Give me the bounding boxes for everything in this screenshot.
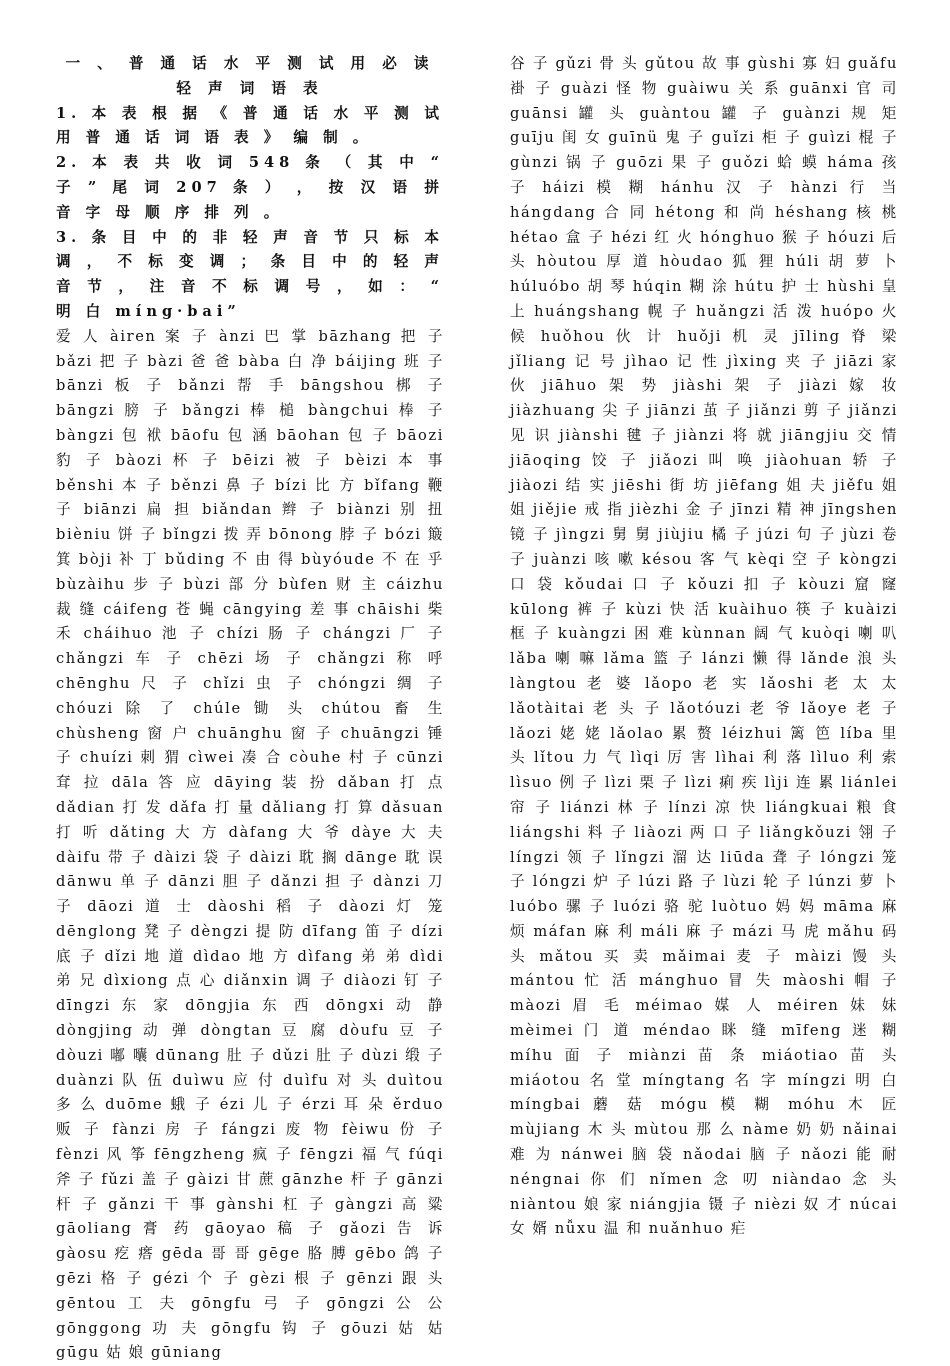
- note-3: 3. 条 目 中 的 非 轻 声 音 节 只 标 本 调 ， 不 标 变 调 ； 条 目 中 的 轻 声 音 节 ， 注 音 不 标 调 号 ， 如 ： “ 明 白 míng·bai”: [56, 228, 444, 320]
- right-word-list: 谷 子 gǔzi 骨 头 gǔtou 故 事 gùshi 寡 妇 guǎfu 褂 子 guàzi 怪 物 guàiwu 关 系 guānxi 官 司 guānsi 罐 头 guàntou 罐 子 guànzi 规 矩 guīju 闺 女 guīnü 鬼 子 guǐzi 柜 子 guìzi 棍 子 gùnzi 锅 子 guōzi 果 子 guǒzi 蛤 蟆 háma 孩 子 háizi 模 糊 hánhu 汉 子 hànzi 行 当 hángdang 合 同 hétong 和 尚 héshang 核 桃 hétao 盒 子 hézi 红 火 hónghuo 猴 子 hóuzi 后 头 hòutou 厚 道 hòudao 狐 狸 húli 胡 萝 卜 húluóbo 胡 琴 húqin 糊 涂 hútu 护 士 hùshi 皇 上 huángshang 幌 子 huǎngzi 活 泼 huópo 火 候 huǒhou 伙 计 huǒji 机 灵 jīling 脊 梁 jǐliang 记 号 jìhao 记 性 jìxing 夹 子 jiāzi 家 伙 jiāhuo 架 势 jiàshi 架 子 jiàzi 嫁 妆 jiàzhuang 尖 子 jiānzi 茧 子 jiǎnzi 剪 子 jiǎnzi 见 识 jiànshi 毽 子 jiànzi 将 就 jiāngjiu 交 情 jiāoqing 饺 子 jiǎozi 叫 唤 jiàohuan 轿 子 jiàozi 结 实 jiēshi 街 坊 jiēfang 姐 夫 jiěfu 姐 姐 jiějie 戒 指 jièzhi 金 子 jīnzi 精 神 jīngshen 镜 子 jìngzi 舅 舅 jiùjiu 橘 子 júzi 句 子 jùzi 卷 子 juànzi 咳 嗽 késou 客 气 kèqi 空 子 kòngzi 口 袋 kǒudai 口 子 kǒuzi 扣 子 kòuzi 窟 窿 kūlong 裤 子 kùzi 快 活 kuàihuo 筷 子 kuàizi 框 子 kuàngzi 困 难 kùnnan 阔 气 kuòqi 喇 叭 lǎba 喇 嘛 lǎma 篮 子 lánzi 懒 得 lǎnde 浪 头 làngtou 老 婆 lǎopo 老 实 lǎoshi 老 太 太 lǎotàitai 老 头 子 lǎotóuzi 老 爷 lǎoye 老 子 lǎozi 姥 姥 lǎolao 累 赘 léizhui 篱 笆 líba 里 头 lǐtou 力 气 lìqi 厉 害 lìhai 利 落 lìluo 利 索 lìsuo 例 子 lìzi 栗 子 lìzi 痢 疾 lìji 连 累 liánlei 帘 子 liánzi 林 子 línzi 凉 快 liángkuai 粮 食 liángshi 料 子 liàozi 两 口 子 liǎngkǒuzi 翎 子 língzi 领 子 lǐngzi 溜 达 liūda 聋 子 lóngzi 笼 子 lóngzi 炉 子 lúzi 路 子 lùzi 轮 子 lúnzi 萝 卜 luóbo 骡 子 luózi 骆 驼 luòtuo 妈 妈 māma 麻 烦 máfan 麻 利 máli 麻 子 mázi 马 虎 mǎhu 码 头 mǎtou 买 卖 mǎimai 麦 子 màizi 馒 头 mántou 忙 活 mánghuo 冒 失 màoshi 帽 子 màozi 眉 毛 méimao 媒 人 méiren 妹 妹 mèimei 门 道 méndao 眯 缝 mīfeng 迷 糊 míhu 面 子 miànzi 苗 条 miáotiao 苗 头 miáotou 名 堂 míngtang 名 字 míngzi 明 白 míngbai 蘑 菇 mógu 模 糊 móhu 木 匠 mùjiang 木 头 mùtou 那 么 nàme 奶 奶 nǎinai 难 为 nánwei 脑 袋 nǎodai 脑 子 nǎozi 能 耐 néngnai 你 们 nǐmen 念 叨 niàndao 念 头 niàntou 娘 家 niángjia 镊 子 nièzi 奴 才 núcai 女 婿 nǚxu 温 和 nuǎnhuo 疟: [510, 55, 898, 1238]
- note-1: 1. 本 表 根 据 《 普 通 话 水 平 测 试 用 普 通 话 词 语 表 》 编 制 。: [56, 104, 444, 147]
- left-word-list: 爱 人 àiren 案 子 ànzi 巴 掌 bāzhang 把 子 bǎzi 把 子 bàzi 爸 爸 bàba 白 净 báijing 班 子 bānzi 板 子 bǎnzi 帮 手 bāngshou 梆 子 bāngzi 膀 子 bǎngzi 棒 槌 bàngchui 棒 子 bàngzi 包 袱 bāofu 包 涵 bāohan 包 子 bāozi 豹 子 bàozi 杯 子 bēizi 被 子 bèizi 本 事 běnshi 本 子 běnzi 鼻 子 bízi 比 方 bǐfang 鞭 子 biānzi 扁 担 biǎndan 辫 子 biànzi 别 扭 bièniu 饼 子 bǐngzi 拨 弄 bōnong 脖 子 bózi 簸 箕 bòji 补 丁 bǔding 不 由 得 bùyóude 不 在 乎 bùzàihu 步 子 bùzi 部 分 bùfen 财 主 cáizhu 裁 缝 cáifeng 苍 蝇 cāngying 差 事 chāishi 柴 禾 cháihuo 池 子 chízi 肠 子 chángzi 厂 子 chǎngzi 车 子 chēzi 场 子 chǎngzi 称 呼 chēnghu 尺 子 chǐzi 虫 子 chóngzi 绸 子 chóuzi 除 了 chúle 锄 头 chútou 畜 生 chùsheng 窗 户 chuānghu 窗 子 chuāngzi 锤 子 chuízi 刺 猬 cìwei 凑 合 còuhe 村 子 cūnzi 耷 拉 dāla 答 应 dāying 装 扮 dǎban 打 点 dǎdian 打 发 dǎfa 打 量 dǎliang 打 算 dǎsuan 打 听 dǎting 大 方 dàfang 大 爷 dàye 大 夫 dàifu 带 子 dàizi 袋 子 dàizi 耽 搁 dānge 耽 误 dānwu 单 子 dānzi 胆 子 dǎnzi 担 子 dànzi 刀 子 dāozi 道 士 dàoshi 稻 子 dàozi 灯 笼 dēnglong 凳 子 dèngzi 提 防 dīfang 笛 子 dízi 底 子 dǐzi 地 道 dìdao 地 方 dìfang 弟 弟 dìdi 弟 兄 dìxiong 点 心 diǎnxin 调 子 diàozi 钉 子 dīngzi 东 家 dōngjia 东 西 dōngxi 动 静 dòngjing 动 弹 dòngtan 豆 腐 dòufu 豆 子 dòuzi 嘟 囔 dūnang 肚 子 dǔzi 肚 子 dùzi 缎 子 duànzi 队 伍 duìwu 应 付 duìfu 对 头 duìtou 多 么 duōme 蛾 子 ézi 儿 子 érzi 耳 朵 ěrduo 贩 子 fànzi 房 子 fángzi 废 物 fèiwu 份 子 fènzi 风 筝 fēngzheng 疯 子 fēngzi 福 气 fúqi 斧 子 fǔzi 盖 子 gàizi 甘 蔗 gānzhe 杆 子 gānzi 杆 子 gǎnzi 干 事 gànshi 杠 子 gàngzi 高 粱 gāoliang 膏 药 gāoyao 稿 子 gǎozi 告 诉 gàosu 疙 瘩 gēda 哥 哥 gēge 胳 膊 gēbo 鸽 子 gēzi 格 子 gézi 个 子 gèzi 根 子 gēnzi 跟 头 gēntou 工 夫 gōngfu 弓 子 gōngzi 公 公 gōnggong 功 夫 gōngfu 钩 子 gōuzi 姑 姑 gūgu 姑 娘 gūniang: [56, 327, 444, 1362]
- document-title: 一 、 普 通 话 水 平 测 试 用 必 读 轻 声 词 语 表: [65, 55, 435, 97]
- right-column: [510, 52, 898, 1242]
- note-2: 2. 本 表 共 收 词 548 条 （ 其 中 “ 子 ” 尾 词 207 条 ） ， 按 汉 语 拼 音 字 母 顺 序 排 列 。: [56, 154, 444, 221]
- left-column: [56, 52, 444, 1366]
